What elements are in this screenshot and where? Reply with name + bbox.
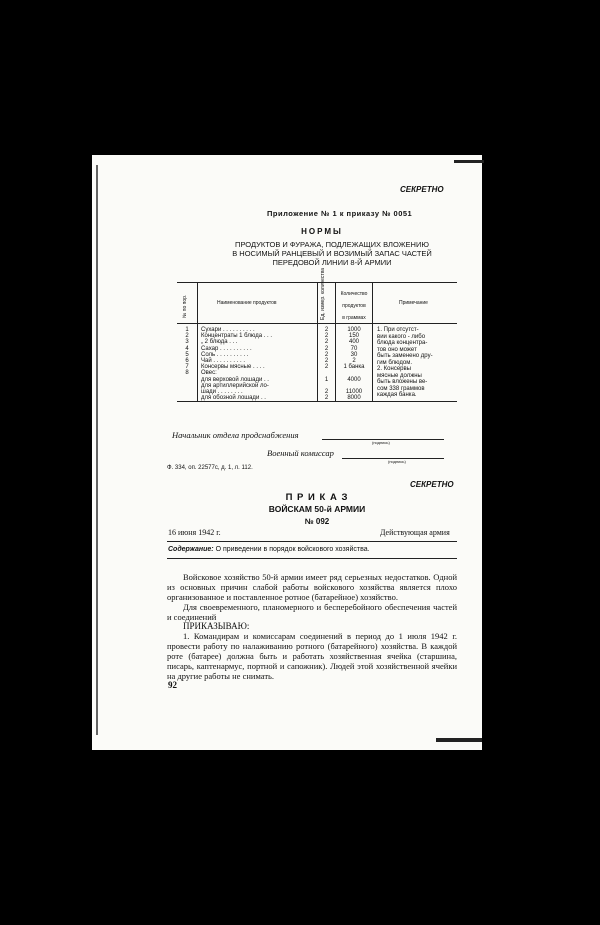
content-label: Содержание: [168, 546, 214, 553]
row-name: для обозной лошади . . [201, 395, 266, 402]
row-unit: 1 [324, 376, 329, 383]
row-num: 1 [185, 327, 189, 333]
content-text: О приведении в порядок войскового хозяйства. [215, 546, 370, 553]
row-qty: 400 [348, 339, 359, 346]
subtitle-line-2: В НОСИМЫЙ РАНЦЕВЫЙ И ВОЗИМЫЙ ЗАПАС ЧАСТЕЙ [232, 249, 432, 258]
note-line: каждая банка. [377, 392, 417, 398]
row-qty: 1 банка [343, 364, 365, 371]
row-unit: 2 [324, 364, 329, 371]
row-num: 6 [185, 357, 189, 364]
row-name: Сухари . . . . . . . . . . [201, 327, 255, 333]
row-unit: 2 [324, 327, 329, 333]
order-place: Действующая армия [380, 528, 450, 537]
header-num: № по пор. [182, 294, 188, 318]
order-content [168, 546, 370, 553]
row-qty: 1000 [347, 327, 361, 333]
row-num: 2 [185, 333, 189, 340]
signature-chief-label: Начальник отдела продснабжения [172, 430, 299, 440]
note-line: гим блюдом. [377, 359, 412, 366]
signature-commissar-label: Военный комиссар [267, 448, 334, 458]
row-name: Консервы мясные . . . . [201, 364, 265, 371]
order-command-word: ПРИКАЗЫВАЮ: [183, 621, 250, 631]
row-unit: 2 [324, 388, 329, 395]
subtitle-line-1: ПРОДУКТОВ И ФУРАЖА, ПОДЛЕЖАЩИХ ВЛОЖЕНИЮ [235, 240, 429, 249]
row-qty: 4000 [347, 376, 361, 383]
secret-label-order: СЕКРЕТНО [410, 480, 454, 489]
document-page [92, 155, 482, 750]
note-line: мясные должны [377, 372, 422, 379]
row-unit: 2 [324, 395, 329, 402]
secret-label-top: СЕКРЕТНО [400, 185, 444, 194]
order-title: П Р И К А З [285, 492, 349, 503]
row-name: „ 2 блюда . . . [201, 339, 238, 346]
row-qty: 150 [348, 333, 359, 340]
row-num: 8 [185, 370, 189, 377]
header-name: Наименование продуктов [217, 300, 277, 306]
row-num: 5 [185, 351, 189, 358]
table-row [177, 395, 372, 401]
row-num: 3 [185, 339, 189, 346]
order-addressee: ВОЙСКАМ 50-й АРМИИ [268, 504, 366, 514]
row-qty: 8000 [347, 395, 361, 402]
row-unit: 2 [324, 357, 329, 364]
row-unit: 2 [324, 339, 329, 346]
row-name: шади . . . . . . . . [201, 388, 243, 395]
table-rows [177, 327, 372, 401]
norms-subtitle [202, 240, 462, 267]
header-qty [336, 288, 372, 324]
row-name: Концентраты 1 блюда . . . [201, 333, 273, 340]
archive-reference: Ф. 334, оп. 22577с, д. 1, л. 112. [167, 465, 253, 471]
note-line: вии какого - либо [377, 333, 426, 340]
row-unit: 2 [324, 333, 329, 340]
header-unit: Ед. измер. количества [320, 267, 326, 320]
header-note: Примечание [399, 300, 428, 306]
note-line: сом 338 граммов [377, 385, 425, 392]
note-line: 2. Консервы [377, 366, 411, 372]
page-number: 92 [168, 680, 177, 690]
row-name: Сахар . . . . . . . . . . [201, 345, 252, 352]
row-num: 7 [185, 364, 189, 371]
note-line: 1. При отсутст- [377, 327, 419, 333]
row-num: 4 [185, 345, 189, 352]
order-point-1: 1. Командирам и комиссарам соединений в период до 1 июля 1942 г. провести работу по налаживанию ротного (батарейного) хозяйства. В каждой роте (батарее) должна быть и работать хозяйственная ячейка (старшина, писарь, каптенармус, портной и сапожник). Людей этой хозяйственной ячейки на другие работы не снимать. [167, 631, 457, 681]
header-qty-3: в граммах [342, 315, 366, 321]
row-qty: 11000 [345, 388, 363, 395]
norms-title: НОРМЫ [301, 227, 343, 236]
order-date: 16 июня 1942 г. [168, 528, 221, 537]
order-number: № 092 [304, 517, 330, 526]
order-paragraph-2: Для своевременного, планомерного и бесперебойного обеспечения частей и соединений [167, 602, 457, 622]
signature-chief-caption: (подпись) [372, 440, 390, 445]
subtitle-line-3: ПЕРЕДОВОЙ ЛИНИИ 8-Й АРМИИ [272, 258, 392, 267]
note-line: блюда концентра- [377, 340, 428, 346]
row-qty: 70 [350, 345, 358, 352]
signature-commissar-caption: (подпись) [388, 459, 406, 464]
table-notes [377, 327, 455, 399]
header-qty-1: Количество [340, 291, 368, 297]
row-qty: 30 [350, 351, 358, 358]
row-name: для верховой лошади . . [201, 376, 269, 383]
note-line: быть вложены ве- [377, 379, 428, 385]
row-name: Овес: [201, 370, 217, 377]
row-name: Чай . . . . . . . . . . [201, 357, 246, 364]
norms-table [177, 267, 457, 402]
header-qty-2: продуктов [342, 303, 366, 309]
note-line: тов оно может [377, 346, 417, 353]
note-line: быть заменено дру- [377, 353, 433, 359]
order-paragraph-1: Войсковое хозяйство 50-й армии имеет ряд серьезных недостатков. Одной из основных причин слабой работы войскового хозяйства является плохо организованное и поставленное ротное (батарейное) хозяйство. [167, 572, 457, 602]
appendix-line: Приложение № 1 к приказу № 0051 [267, 209, 413, 218]
row-unit: 2 [324, 345, 329, 352]
row-name: для артиллерийской ло- [201, 382, 269, 389]
row-name: Соль . . . . . . . . . . [201, 351, 249, 358]
row-qty: 2 [352, 357, 356, 364]
row-unit: 2 [324, 351, 329, 358]
